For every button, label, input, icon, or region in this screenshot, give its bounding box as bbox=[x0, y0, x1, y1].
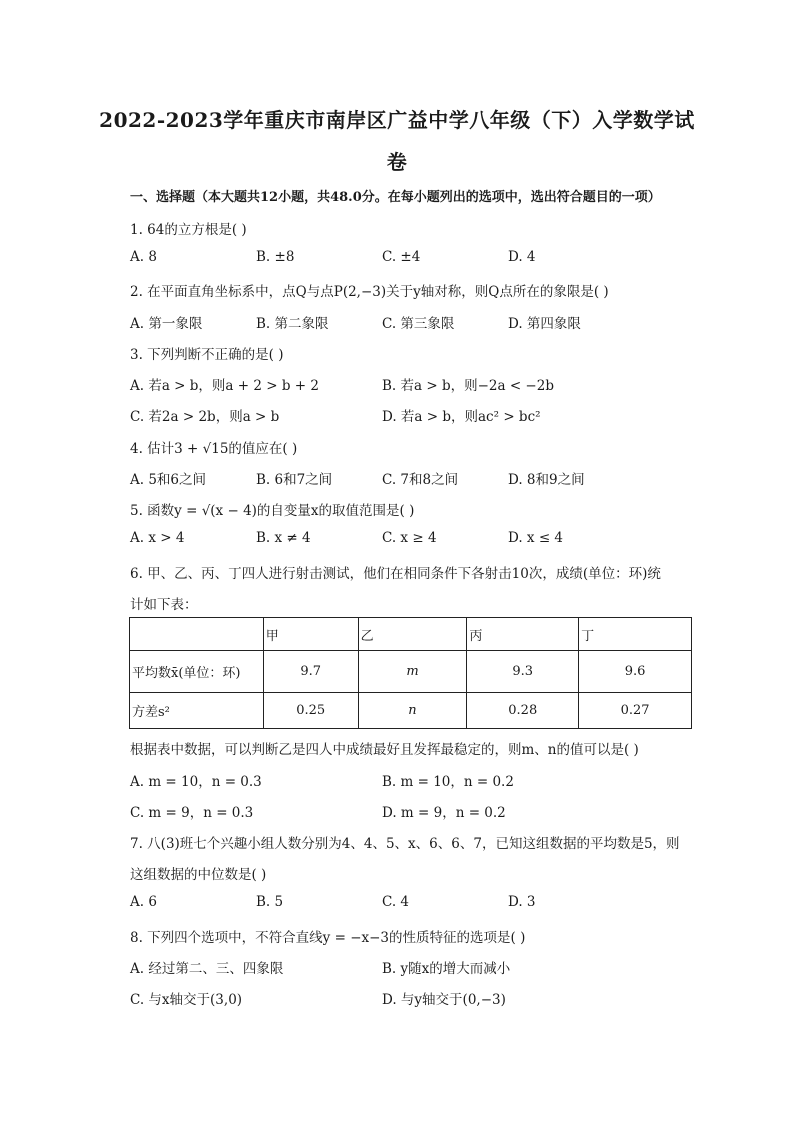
exam-title-line-1: 2022-2023学年重庆市南岸区广益中学八年级（下）入学数学试 bbox=[99, 108, 695, 132]
question-6-stem-line-1: 6. 甲、乙、丙、丁四人进行射击测试，他们在相同条件下各射击10次，成绩(单位：环)统 bbox=[130, 566, 661, 582]
question-5-option-d: D. x ≤ 4 bbox=[508, 530, 564, 546]
table-cell: 0.28 bbox=[467, 693, 579, 729]
question-1-stem: 1. 64的立方根是( ) bbox=[130, 222, 247, 238]
question-3-option-d: D. 若a > b，则ac² > bc² bbox=[382, 409, 541, 425]
question-8-option-d: D. 与y轴交于(0,−3) bbox=[382, 992, 506, 1008]
table-header-cell bbox=[130, 618, 264, 651]
question-7-option-b: B. 5 bbox=[256, 894, 284, 910]
question-6-option-b: B. m = 10，n = 0.2 bbox=[382, 774, 514, 790]
table-row bbox=[130, 693, 692, 729]
question-4-option-c: C. 7和8之间 bbox=[382, 472, 459, 488]
question-6-option-d: D. m = 9，n = 0.2 bbox=[382, 805, 506, 821]
question-5-option-a: A. x > 4 bbox=[130, 530, 185, 546]
table-cell: n bbox=[358, 693, 467, 729]
question-7-option-c: C. 4 bbox=[382, 894, 410, 910]
question-7-stem-line-1: 7. 八(3)班七个兴趣小组人数分别为4、4、5、x、6、6、7，已知这组数据的平均数是5，则 bbox=[130, 836, 680, 852]
table-header-cell: 丁 bbox=[579, 618, 692, 651]
table-row-label: 方差s² bbox=[130, 693, 264, 729]
question-3-option-c: C. 若2a > 2b，则a > b bbox=[130, 409, 280, 425]
question-4-option-d: D. 8和9之间 bbox=[508, 472, 585, 488]
question-5-stem: 5. 函数y = √(x − 4)的自变量x的取值范围是( ) bbox=[130, 503, 415, 519]
question-2-stem: 2. 在平面直角坐标系中，点Q与点P(2,−3)关于y轴对称，则Q点所在的象限是( ) bbox=[130, 284, 609, 300]
table-header-cell: 甲 bbox=[263, 618, 358, 651]
table-row bbox=[130, 651, 692, 693]
question-2-option-b: B. 第二象限 bbox=[256, 316, 329, 332]
question-6-after-text: 根据表中数据，可以判断乙是四人中成绩最好且发挥最稳定的，则m、n的值可以是( ) bbox=[130, 742, 639, 758]
question-7-option-a: A. 6 bbox=[130, 894, 157, 910]
question-8-option-c: C. 与x轴交于(3,0) bbox=[130, 992, 243, 1008]
question-1-option-b: B. ±8 bbox=[256, 249, 295, 265]
table-cell: 9.3 bbox=[467, 651, 579, 693]
question-4-stem: 4. 估计3 + √15的值应在( ) bbox=[130, 441, 298, 457]
question-5-option-c: C. x ≥ 4 bbox=[382, 530, 437, 546]
question-6-option-a: A. m = 10，n = 0.3 bbox=[130, 774, 262, 790]
question-3-option-a: A. 若a > b，则a + 2 > b + 2 bbox=[130, 378, 319, 394]
table-cell: 0.25 bbox=[263, 693, 358, 729]
table-header-row bbox=[130, 618, 692, 651]
question-2-option-a: A. 第一象限 bbox=[130, 316, 203, 332]
table-cell: m bbox=[358, 651, 467, 693]
score-stats-table bbox=[129, 617, 692, 729]
question-4-option-b: B. 6和7之间 bbox=[256, 472, 333, 488]
table-cell: 9.6 bbox=[579, 651, 692, 693]
question-4-option-a: A. 5和6之间 bbox=[130, 472, 207, 488]
question-2-option-d: D. 第四象限 bbox=[508, 316, 581, 332]
question-1-option-c: C. ±4 bbox=[382, 249, 421, 265]
table-header-cell: 丙 bbox=[467, 618, 579, 651]
question-6-option-c: C. m = 9，n = 0.3 bbox=[130, 805, 254, 821]
table-cell: 0.27 bbox=[579, 693, 692, 729]
question-8-stem: 8. 下列四个选项中，不符合直线y = −x−3的性质特征的选项是( ) bbox=[130, 930, 526, 946]
question-7-stem-line-2: 这组数据的中位数是( ) bbox=[130, 867, 267, 883]
question-8-option-a: A. 经过第二、三、四象限 bbox=[130, 961, 284, 977]
question-8-option-b: B. y随x的增大而减小 bbox=[382, 961, 511, 977]
table-row-label: 平均数x̄(单位：环) bbox=[130, 651, 264, 693]
section-heading: 一、选择题（本大题共12小题，共48.0分。在每小题列出的选项中，选出符合题目的一项） bbox=[130, 190, 661, 205]
question-1-option-d: D. 4 bbox=[508, 249, 536, 265]
question-7-option-d: D. 3 bbox=[508, 894, 536, 910]
question-6-stem-line-2: 计如下表： bbox=[130, 597, 198, 613]
question-3-option-b: B. 若a > b，则−2a < −2b bbox=[382, 378, 554, 394]
table-cell: 9.7 bbox=[263, 651, 358, 693]
question-2-option-c: C. 第三象限 bbox=[382, 316, 455, 332]
question-3-stem: 3. 下列判断不正确的是( ) bbox=[130, 347, 284, 363]
exam-title-line-2: 卷 bbox=[386, 150, 408, 174]
table-header-cell: 乙 bbox=[358, 618, 467, 651]
question-5-option-b: B. x ≠ 4 bbox=[256, 530, 311, 546]
question-1-option-a: A. 8 bbox=[130, 249, 157, 265]
